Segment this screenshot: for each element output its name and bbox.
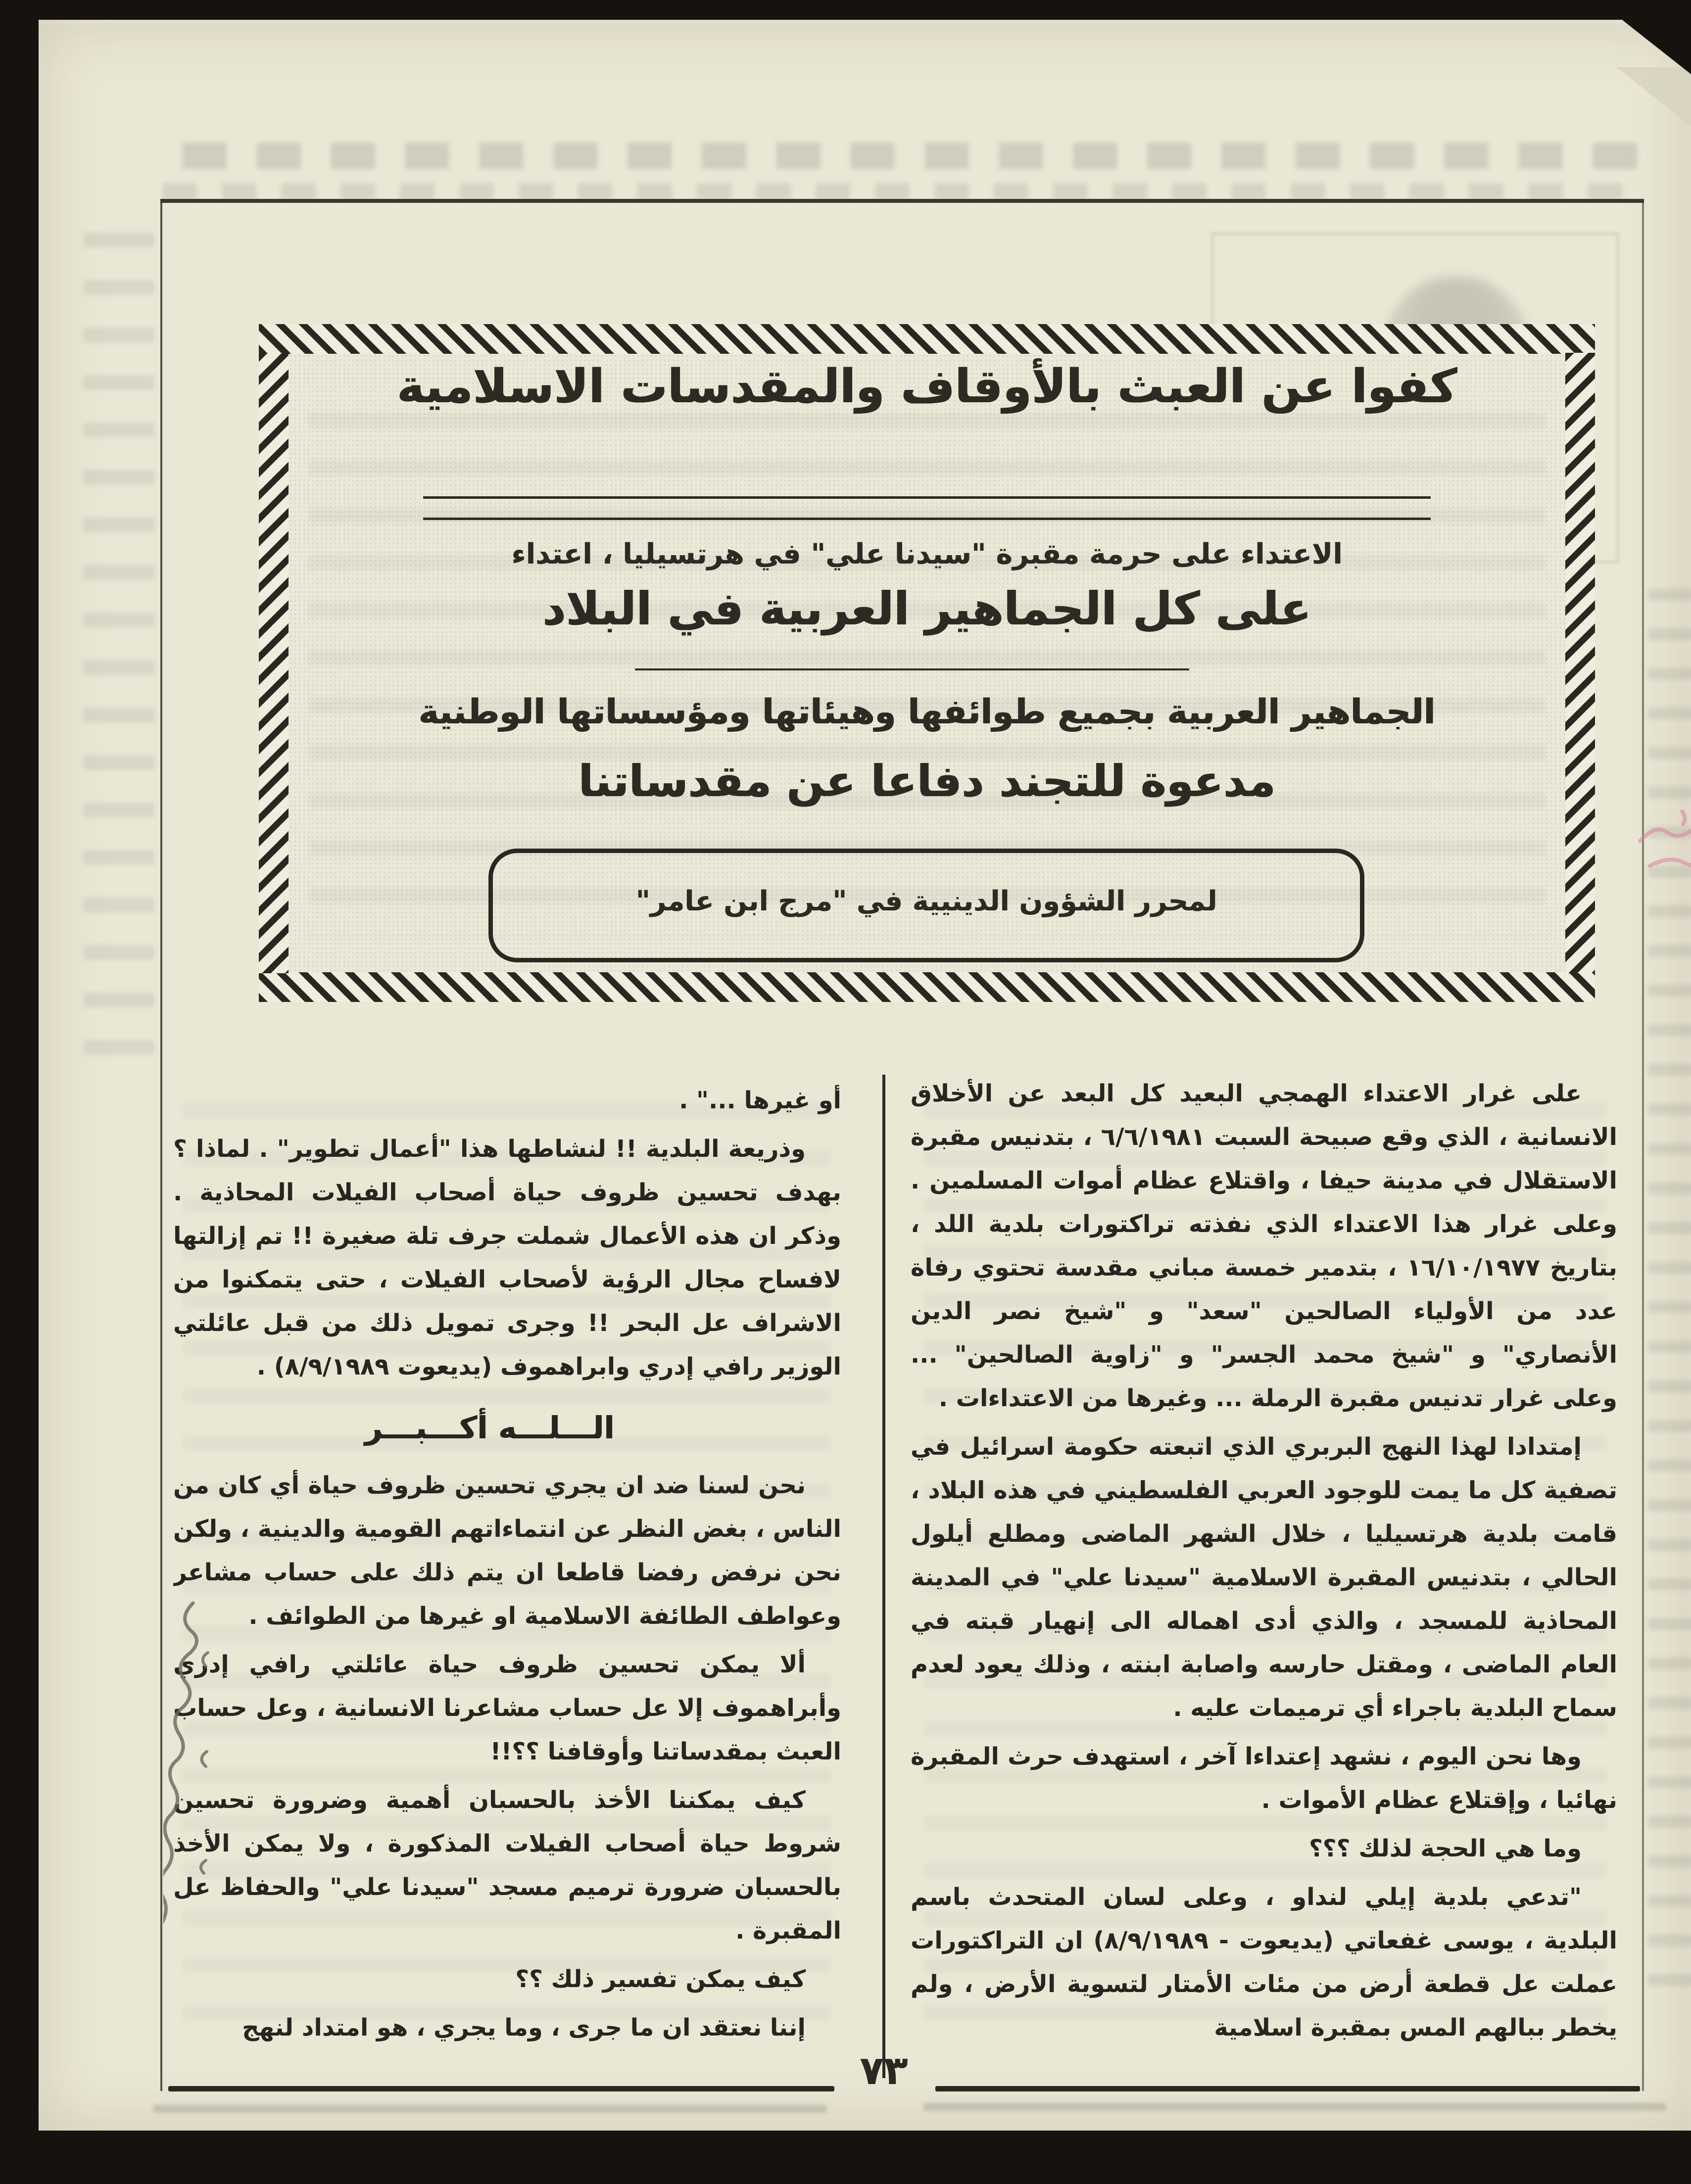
footer-rule-right [935,2086,1640,2091]
paragraph: وذريعة البلدية !! لنشاطها هذا "أعمال تطوير" . لماذا ؟ بهدف تحسين ظروف حياة أصحاب الفيلات المحاذية . وذكر ان هذه الأعمال شملت جرف تلة صغيرة !! تم إزالتها لافساح مجال الرؤية لأصحاب الفيلات ، حتى يتمكنوا من الاشراف عل البحر !! وجرى تمويل ذلك من قبل عائلتي الوزير رافي إدري وابراهموف (يديعوت ٨/٩/١٩٨٩) . [173,1135,841,1380]
paragraph: نحن لسنا ضد ان يجري تحسين ظروف حياة أي كان من الناس ، بغض النظر عن انتماءاتهم القومية والدينية ، ولكن نحن نرفض رفضا قاطعا ان يتم ذلك على حساب مشاعر وعواطف الطائفة الاسلامية او غيرها من الطوائف . [173,1472,841,1630]
announcement-banner [259,324,1595,1002]
scan-corner-shadow [1597,0,1691,74]
bleedthrough-headline-ghost [182,142,1642,169]
continuation-line: أو غيرها ..." . [679,1087,841,1114]
paragraph: إمتدادا لهذا النهج البربري الذي اتبعته حكومة اسرائيل في تصفية كل ما يمت للوجود العربي الفلسطيني في هذه البلاد ، قامت بلدية هرتسيليا ، خلال الشهر الماضى ومطلع أيلول الحالي ، بتدنيس المقبرة الاسلامية "سيدنا علي" في المدينة المحاذية للمسجد ، والذي أدى اهماله الى إنهيار قبته في العام الماضى ، ومقتل حارسه واصابة ابنته ، وذلك يعود لعدم سماح البلدية باجراء أي ترميمات عليه . [911,1433,1617,1722]
paragraph: ألا يمكن تحسين ظروف حياة عائلتي رافي إدري وأبراهموف إلا عل حساب مشاعرنا الانسانية ، وعل حساب العبث بمقدساتنا وأوقافنا ؟؟!! [173,1651,841,1765]
banner-headline2: على كل الجماهير العربية في البلاد [542,582,1311,635]
hatch-border-top [259,324,1595,354]
content-frame-left-rule [160,199,162,2091]
subheadline-rule [635,668,1189,670]
left-column-bottom-paragraphs [173,1464,841,2049]
red-pencil-scribble-icon [1635,782,1691,910]
paragraph: على غرار الاعتداء الهمجي البعيد كل البعد عن الأخلاق الانسانية ، الذي وقع صبيحة السبت ٦/٦/١٩٨١ ، بتدنيس مقبرة الاستقلال في مدينة حيفا ، واقتلاع عظام أموات المسلمين . وعلى غرار هذا الاعتداء الذي نفذته تراكتورات بلدية اللد ، بتاريخ ١٦/١٠/١٩٧٧ ، بتدمير خمسة مباني مقدسة تحتوي رفاة عدد من الأولياء الصالحين "سعد" و "شيخ نصر الدين الأنصاري" و "شيخ محمد الجسر" و "زاوية الصالحين" ... وعلى غرار تدنيس مقبرة الرملة ... وغيرها من الاعتداءات . [911,1080,1617,1412]
hatch-border-bottom [259,972,1595,1002]
left-column-top-paragraphs [173,1127,841,1388]
page-corner-underlay [1617,67,1691,127]
headline-double-rule-bottom [423,518,1431,520]
banner-subheadline: الاعتداء على حرمة مقبرة "سيدنا علي" في هرتسيليا ، اعتداء [511,538,1343,570]
footer-rule-ghost-right [923,2103,1666,2111]
bleedthrough-headline-ghost2 [162,183,1642,200]
paragraph: وها نحن اليوم ، نشهد إعتداءا آخر ، استهدف حرث المقبرة نهائيا ، وإقتلاع عظام الأموات . [911,1743,1617,1814]
bleedthrough-left-margin [83,233,155,1074]
paragraph: "تدعي بلدية إيلي لنداو ، وعلى لسان المتحدث باسم البلدية ، يوسى غفعاتي (يديعوت - ٨/٩/١٩٨٩) ان التراكتورات عملت عل قطعة أرض من مئات الأمتار لتسوية الأرض ، ولم يخطر ببالهم المس بمقبرة اسلامية [911,1883,1617,2042]
article-right-column [911,1072,1617,2083]
banner-call-line2: مدعوة للتجند دفاعا عن مقدساتنا [578,756,1276,807]
hatch-border-right [1565,353,1595,973]
article-left-column [173,1079,841,2083]
section-heading: الـــلـــه أكـــبـــر [364,1410,615,1446]
paragraph: كيف يمكننا الأخذ بالحسبان أهمية وضرورة تحسين شروط حياة أصحاب الفيلات المذكورة ، ولا يمكن الأخذ بالحسبان ضرورة ترميم مسجد "سيدنا علي" والحفاظ عل المقبرة . [173,1786,841,1945]
hatch-border-left [259,353,289,973]
footer-rule-left [168,2086,834,2091]
margin-handwriting-icon [163,1593,223,1940]
content-frame-top-rule [160,199,1644,203]
banner-headline: كفوا عن العبث بالأوقاف والمقدسات الاسلامية [396,360,1457,414]
paragraph: وما هي الحجة لذلك ؟؟؟ [1308,1835,1582,1862]
paragraph: إننا نعتقد ان ما جرى ، وما يجري ، هو امتداد لنهج [242,2014,806,2042]
banner-call-line1: الجماهير العربية بجميع طوائفها وهيئاتها ومؤسساتها الوطنية [418,692,1436,732]
headline-double-rule-top [423,496,1431,499]
page-number: ٧٣ [860,2047,908,2093]
content-frame-right-rule [1642,199,1644,2091]
column-separator-rule [882,1075,885,2078]
paragraph: كيف يمكن تفسير ذلك ؟؟ [515,1965,806,1993]
banner-content [289,354,1565,972]
credit-box [488,849,1364,962]
credit-line: لمحرر الشؤون الدينيية في "مرج ابن عامر" [635,885,1217,917]
paper-sheet [39,20,1691,2131]
footer-rule-ghost-left [153,2105,826,2113]
